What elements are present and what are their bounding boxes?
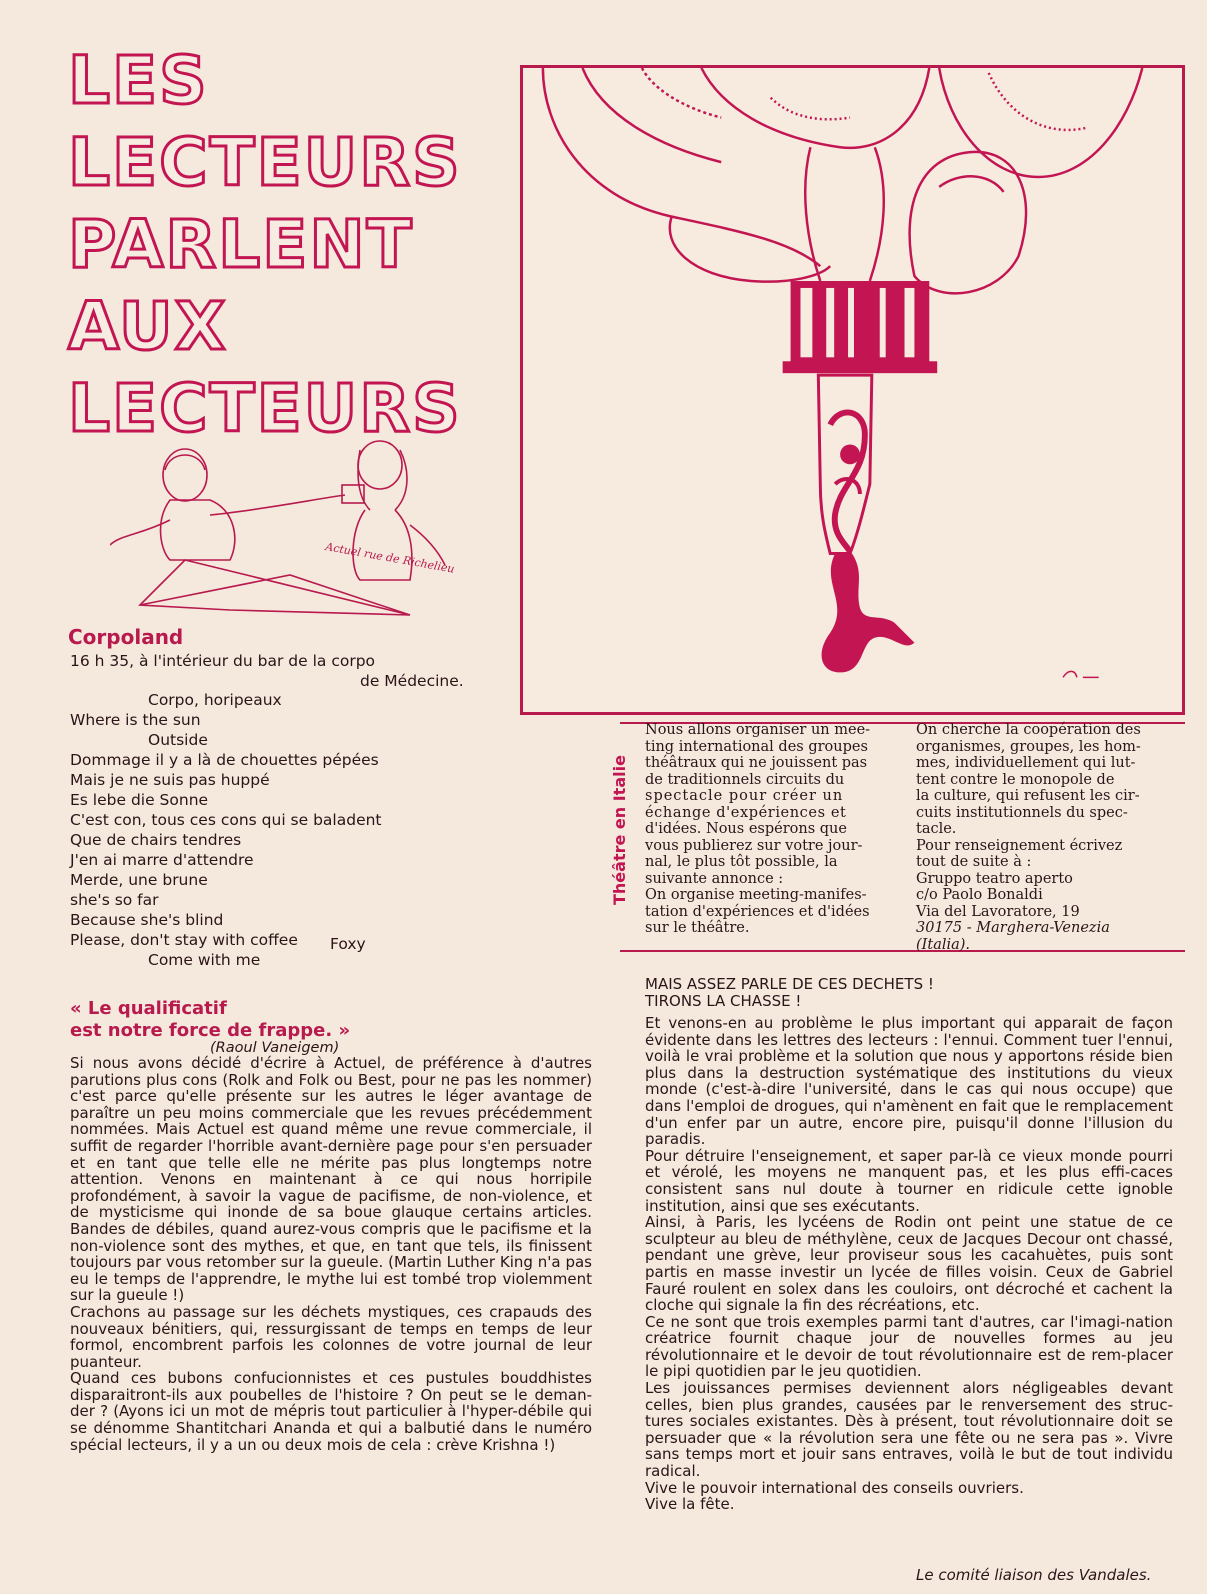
article-paragraph: Les jouissances permises deviennent alors négligeables devant celles, bien plus grandes, causées par le renversement des struc-tures sociales existantes. Dès à présent, tout révolutionnaire doit se persuader que « la révolution sera une fête ou ne sera pas ». Vivre sans temps mort et jouir sans entraves, voilà le but de tout individu radical.: [645, 1379, 1173, 1481]
article-paragraph: Crachons au passage sur les déchets mystiques, ces crapauds des nouveaux bénitiers, qui, ressurgissant de temps en temps de leur formol, encombrent parfois les colonnes de votre journal de leur puanteur.: [70, 1302, 592, 1371]
article-right-heading: [645, 976, 934, 1010]
poem-line: Es lebe die Sonne: [70, 791, 209, 809]
italy-line: vous publierez sur votre jour-: [645, 837, 863, 854]
dropper-illustration: [520, 65, 1185, 715]
italy-line: tation d'expériences et d'idées: [645, 903, 870, 920]
article-left-title: [70, 998, 470, 1042]
poem-signature: Foxy: [330, 935, 366, 953]
sketch-drawing: [110, 440, 470, 620]
title-line: LECTEURS: [68, 124, 462, 201]
title-line: LECTEURS: [68, 370, 462, 447]
article-paragraph: Vive la fête.: [645, 1495, 735, 1514]
dropper-drawing: [523, 68, 1182, 712]
italy-line: la culture, qui refusent les cir-: [916, 788, 1140, 804]
article-right-heading-line: MAIS ASSEZ PARLE DE CES DECHETS !: [645, 975, 934, 993]
italy-line: cuits institutionnels du spec-: [916, 804, 1128, 821]
article-left-title-line: « Le qualificatif: [70, 998, 227, 1019]
italy-line: On cherche la coopération des: [916, 722, 1141, 738]
article-paragraph: Si nous avons décidé d'écrire à Actuel, de préférence à d'autres parutions plus cons (Rolk and Folk ou Best, pour ne pas les nommer) c'est parce qu'elle présente sur les autres le léger avantage de paraître un peu moins commerciale que les revues précédemment nommées. Mais Actuel est quand même une revue commerciale, il suffit de regarder l'horrible avant-dernière page pour s'en persuader et en tant que telle elle ne mérite pas plus longtemps notre attention. Venons en maintenant à ce qui nous horripile profondément, à savoir la vague de pacifisme, de non-violence, et de mysticisme qui inonde de sa boue glauque certains articles. Bandes de débiles, quand aurez-vous compris que le pacifisme et la non-violence sont des mythes, et que, en tant que tels, ils finissent toujours par vous retomber sur la gueule. (Martin Luther King n'a pas eu le temps de l'apprendre, le mythe lui est tombé trop violemment sur la gueule !): [70, 1054, 592, 1305]
article-left-body: [70, 1055, 592, 1453]
poem-line: Dommage il y a là de chouettes pépées: [70, 751, 379, 769]
title-line: PARLENT: [68, 206, 414, 283]
poem-line: Where is the sun: [70, 711, 201, 729]
poem-line: C'est con, tous ces cons qui se baladent: [70, 811, 382, 829]
italy-line: 30175 - Marghera-Venezia: [916, 920, 1110, 936]
title-line: AUX: [68, 288, 228, 365]
italy-line: ting international des groupes: [645, 738, 868, 755]
poem-line: Outside: [148, 731, 208, 749]
italy-line: tacle.: [916, 821, 957, 837]
italy-line: suivante annonce :: [645, 870, 784, 887]
italy-line: de traditionnels circuits du: [645, 771, 845, 788]
article-paragraph: Pour détruire l'enseignement, et saper par-là ce vieux monde pourri et vérolé, les moyens ne manquent pas, et les plus effi-caces consistent sans nul doute à tourner en ridicule cette ignoble institution, ainsi que ses exécutants.: [645, 1146, 1173, 1215]
italy-line: Nous allons organiser un mee-: [645, 722, 871, 738]
article-paragraph: Vive le pouvoir international des conseils ouvriers.: [645, 1478, 1024, 1497]
italy-line: tent contre le monopole de: [916, 771, 1115, 788]
poem-line: Because she's blind: [70, 911, 224, 929]
italy-line: Pour renseignement écrivez: [916, 837, 1123, 854]
article-right-heading-line: TIRONS LA CHASSE !: [645, 991, 802, 1010]
corpoland-title: Corpoland: [68, 625, 184, 649]
poem-line: Corpo, horipeaux: [148, 691, 282, 709]
article-paragraph: Quand ces bubons confucionnistes et ces pustules bouddhistes disparaitront-ils aux poubelles de l'histoire ? On peut se le deman-der ? (Ayons ici un mot de mépris tout particulier à l'hyper-débile qui se dénomme Shantitchari Ananda et qui a balbutié dans le numéro spécial lecteurs, il y a un ou deux mois de cela : crève Krishna !): [70, 1369, 592, 1454]
title-line: LES: [68, 42, 209, 119]
envelope-text: Actuel rue de Richelieu: [324, 540, 456, 576]
corpoland-meta: 16 h 35, à l'intérieur du bar de la corpo: [70, 652, 376, 670]
italy-line: échange d'expériences et: [645, 804, 847, 821]
article-right-body: [645, 1015, 1173, 1513]
poem-line: Please, don't stay with coffee: [70, 931, 298, 949]
article-right-signature: Le comité liaison des Vandales.: [916, 1566, 1152, 1584]
italy-line: sur le théâtre.: [645, 920, 750, 936]
italy-line: mes, individuellement qui lut-: [916, 755, 1136, 771]
corpoland-meta: de Médecine.: [360, 672, 464, 690]
poem-line: Come with me: [148, 951, 261, 969]
poem-line: J'en ai marre d'attendre: [70, 851, 254, 869]
poem-line: Merde, une brune: [70, 871, 208, 889]
poem-line: Mais je ne suis pas huppé: [70, 771, 270, 789]
poem-line: Que de chairs tendres: [70, 831, 242, 849]
italy-line: tout de suite à :: [916, 854, 1032, 870]
italy-line: Gruppo teatro aperto: [916, 870, 1073, 887]
tug-of-war-sketch: [110, 440, 470, 620]
italy-column-1: [645, 722, 895, 937]
italy-line: Via del Lavoratore, 19: [916, 903, 1080, 920]
italy-line: nal, le plus tôt possible, la: [645, 854, 838, 870]
article-paragraph: Ainsi, à Paris, les lycéens de Rodin ont peint une statue de ce sculpteur au bleu de méthylène, ceux de Jacques Decour ont chassé, pendant une grève, leur proviseur sous les cacahuètes, puis sont partis en masse investir un lycée de filles voisin. Ceux de Gabriel Fauré roulent en solex dans les couloirs, ont décroché et cachent la cloche qui signale la fin des récréations, etc.: [645, 1213, 1173, 1315]
article-paragraph: Et venons-en au problème le plus important qui apparait de façon évidente dans les lettres des lecteurs : l'ennui. Comment tuer l'ennui, voilà le vrai problème et la solution que nous y apportons réside bien plus dans la destruction systématique des institutions du vieux monde (c'est-à-dire l'université, dans le cas qui nous occupe) que dans l'emploi de drogues, qui n'amènent en fait que le remplacement d'un enfer par un autre, encore pire, puisqu'il donne l'illusion du paradis.: [645, 1014, 1173, 1149]
article-paragraph: Ce ne sont que trois exemples parmi tant d'autres, car l'imagi-nation créatrice fournit chaque jour de nouvelles formes au jeu révolutionnaire et le devoir de tout révolutionnaire est de rem-placer le pipi quotidien par le jeu quotidien.: [645, 1312, 1173, 1381]
quote-author: (Raoul Vaneigem): [210, 1040, 340, 1056]
italy-line: (Italia).: [916, 936, 971, 953]
poem-line: she's so far: [70, 891, 159, 909]
corpoland-poem: [70, 690, 490, 970]
italy-line: c/o Paolo Bonaldi: [916, 887, 1043, 903]
italy-line: d'idées. Nous espérons que: [645, 821, 847, 837]
italy-label: Théâtre en Italie: [610, 755, 629, 905]
italy-line: organismes, groupes, les hom-: [916, 738, 1141, 755]
page-title: [68, 40, 488, 450]
italy-line: théâtraux qui ne jouissent pas: [645, 755, 868, 771]
italy-column-2: [916, 722, 1182, 953]
italy-line: spectacle pour créer un: [645, 788, 844, 804]
article-left-title-line: est notre force de frappe. »: [70, 1020, 351, 1041]
italy-line: On organise meeting-manifes-: [645, 887, 867, 903]
